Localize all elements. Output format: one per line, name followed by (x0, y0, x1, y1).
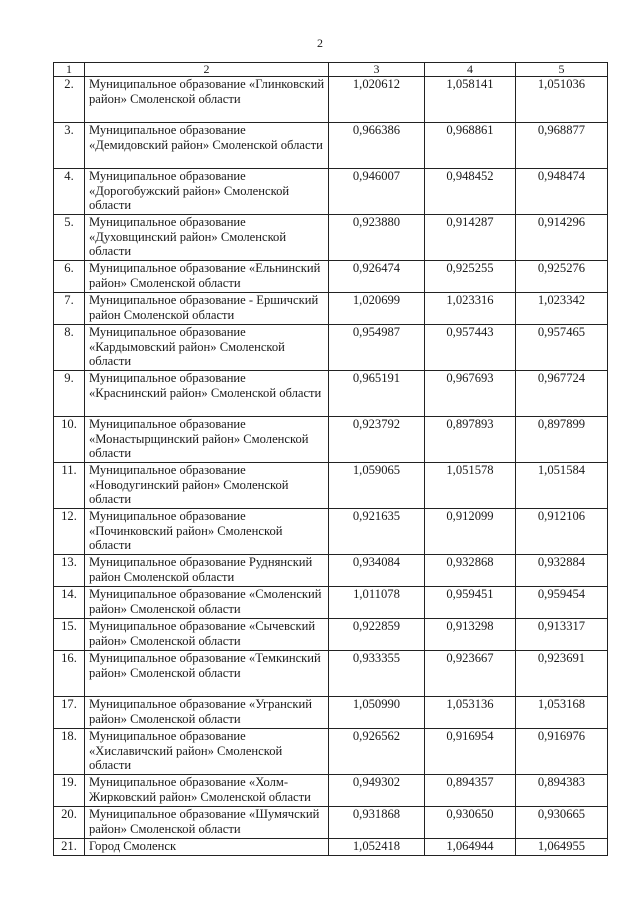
table-row (54, 775, 608, 807)
value-column-5: 1,051036 (516, 77, 608, 123)
row-number: 4. (54, 169, 85, 215)
table-row (54, 807, 608, 839)
value-column-3: 1,011078 (329, 587, 425, 619)
table-row (54, 651, 608, 697)
value-column-4: 1,058141 (425, 77, 516, 123)
table-row (54, 729, 608, 775)
value-column-3: 1,020612 (329, 77, 425, 123)
municipality-name: Муниципальное образование «Ельнинский район» Смоленской области (85, 261, 329, 293)
row-number: 18. (54, 729, 85, 775)
row-number: 5. (54, 215, 85, 261)
value-column-3: 0,965191 (329, 371, 425, 417)
row-number: 15. (54, 619, 85, 651)
municipality-name: Муниципальное образование «Сычевский район» Смоленской области (85, 619, 329, 651)
municipality-name: Муниципальное образование «Смоленский район» Смоленской области (85, 587, 329, 619)
column-header-4: 4 (425, 63, 516, 77)
page-number: 2 (317, 36, 323, 50)
table-row (54, 555, 608, 587)
table-row (54, 293, 608, 325)
value-column-4: 0,913298 (425, 619, 516, 651)
value-column-3: 0,921635 (329, 509, 425, 555)
row-number: 19. (54, 775, 85, 807)
value-column-3: 1,020699 (329, 293, 425, 325)
value-column-5: 1,023342 (516, 293, 608, 325)
value-column-4: 0,932868 (425, 555, 516, 587)
column-header-2: 2 (85, 63, 329, 77)
municipality-name: Муниципальное образование «Монастырщинский район» Смоленской области (85, 417, 329, 463)
municipality-name: Муниципальное образование «Холм-Жирковский район» Смоленской области (85, 775, 329, 807)
value-column-3: 0,949302 (329, 775, 425, 807)
row-number: 2. (54, 77, 85, 123)
value-column-3: 0,926562 (329, 729, 425, 775)
value-column-5: 0,916976 (516, 729, 608, 775)
value-column-4: 0,959451 (425, 587, 516, 619)
value-column-5: 0,967724 (516, 371, 608, 417)
value-column-3: 0,923792 (329, 417, 425, 463)
municipality-name: Муниципальное образование «Починковский район» Смоленской области (85, 509, 329, 555)
column-header-1: 1 (54, 63, 85, 77)
value-column-3: 0,922859 (329, 619, 425, 651)
value-column-3: 0,934084 (329, 555, 425, 587)
municipality-name: Муниципальное образование «Глинковский район» Смоленской области (85, 77, 329, 123)
table-row (54, 77, 608, 123)
value-column-5: 1,064955 (516, 839, 608, 856)
value-column-4: 0,912099 (425, 509, 516, 555)
value-column-4: 0,914287 (425, 215, 516, 261)
municipality-name: Муниципальное образование «Темкинский район» Смоленской области (85, 651, 329, 697)
value-column-4: 0,967693 (425, 371, 516, 417)
table-row (54, 587, 608, 619)
value-column-3: 0,966386 (329, 123, 425, 169)
table-row (54, 839, 608, 856)
row-number: 12. (54, 509, 85, 555)
value-column-3: 0,926474 (329, 261, 425, 293)
value-column-5: 1,051584 (516, 463, 608, 509)
value-column-4: 0,925255 (425, 261, 516, 293)
row-number: 6. (54, 261, 85, 293)
table-row (54, 619, 608, 651)
value-column-4: 0,968861 (425, 123, 516, 169)
column-header-3: 3 (329, 63, 425, 77)
municipality-name: Муниципальное образование «Духовщинский район» Смоленской области (85, 215, 329, 261)
value-column-5: 0,923691 (516, 651, 608, 697)
value-column-5: 0,930665 (516, 807, 608, 839)
table-row (54, 215, 608, 261)
municipality-name: Муниципальное образование «Шумячский район» Смоленской области (85, 807, 329, 839)
value-column-3: 0,933355 (329, 651, 425, 697)
table-row (54, 463, 608, 509)
municipality-name: Город Смоленск (85, 839, 329, 856)
value-column-4: 1,064944 (425, 839, 516, 856)
row-number: 3. (54, 123, 85, 169)
value-column-5: 0,968877 (516, 123, 608, 169)
value-column-5: 0,932884 (516, 555, 608, 587)
value-column-5: 0,912106 (516, 509, 608, 555)
value-column-5: 0,925276 (516, 261, 608, 293)
row-number: 9. (54, 371, 85, 417)
table-row (54, 697, 608, 729)
municipality-name: Муниципальное образование «Новодугинский район» Смоленской области (85, 463, 329, 509)
header-row (54, 63, 608, 77)
table-body (54, 77, 608, 856)
municipality-name: Муниципальное образование - Ершичский район Смоленской области (85, 293, 329, 325)
table-row (54, 325, 608, 371)
row-number: 20. (54, 807, 85, 839)
row-number: 11. (54, 463, 85, 509)
value-column-4: 0,957443 (425, 325, 516, 371)
column-header-5: 5 (516, 63, 608, 77)
municipality-name: Муниципальное образование «Краснинский район» Смоленской области (85, 371, 329, 417)
row-number: 10. (54, 417, 85, 463)
value-column-5: 0,957465 (516, 325, 608, 371)
table-row (54, 417, 608, 463)
municipality-name: Муниципальное образование «Угранский район» Смоленской области (85, 697, 329, 729)
row-number: 17. (54, 697, 85, 729)
value-column-3: 0,954987 (329, 325, 425, 371)
table-row (54, 261, 608, 293)
value-column-4: 0,923667 (425, 651, 516, 697)
municipality-name: Муниципальное образование «Кардымовский район» Смоленской области (85, 325, 329, 371)
row-number: 8. (54, 325, 85, 371)
value-column-4: 1,023316 (425, 293, 516, 325)
table-row (54, 509, 608, 555)
value-column-4: 1,051578 (425, 463, 516, 509)
table-row (54, 123, 608, 169)
row-number: 16. (54, 651, 85, 697)
coefficients-table (53, 62, 608, 856)
row-number: 13. (54, 555, 85, 587)
value-column-4: 0,948452 (425, 169, 516, 215)
municipality-name: Муниципальное образование Руднянский район Смоленской области (85, 555, 329, 587)
value-column-4: 0,930650 (425, 807, 516, 839)
value-column-4: 0,894357 (425, 775, 516, 807)
value-column-3: 0,931868 (329, 807, 425, 839)
value-column-4: 0,897893 (425, 417, 516, 463)
value-column-5: 0,948474 (516, 169, 608, 215)
value-column-3: 1,052418 (329, 839, 425, 856)
value-column-3: 1,050990 (329, 697, 425, 729)
row-number: 21. (54, 839, 85, 856)
value-column-5: 0,959454 (516, 587, 608, 619)
value-column-5: 0,913317 (516, 619, 608, 651)
table-row (54, 169, 608, 215)
value-column-3: 0,946007 (329, 169, 425, 215)
value-column-5: 0,914296 (516, 215, 608, 261)
value-column-5: 0,897899 (516, 417, 608, 463)
municipality-name: Муниципальное образование «Хиславичский район» Смоленской области (85, 729, 329, 775)
value-column-3: 0,923880 (329, 215, 425, 261)
row-number: 14. (54, 587, 85, 619)
table-row (54, 371, 608, 417)
value-column-4: 1,053136 (425, 697, 516, 729)
municipality-name: Муниципальное образование «Дорогобужский район» Смоленской области (85, 169, 329, 215)
table-header (54, 63, 608, 77)
municipality-name: Муниципальное образование «Демидовский район» Смоленской области (85, 123, 329, 169)
value-column-3: 1,059065 (329, 463, 425, 509)
value-column-5: 0,894383 (516, 775, 608, 807)
row-number: 7. (54, 293, 85, 325)
value-column-5: 1,053168 (516, 697, 608, 729)
value-column-4: 0,916954 (425, 729, 516, 775)
